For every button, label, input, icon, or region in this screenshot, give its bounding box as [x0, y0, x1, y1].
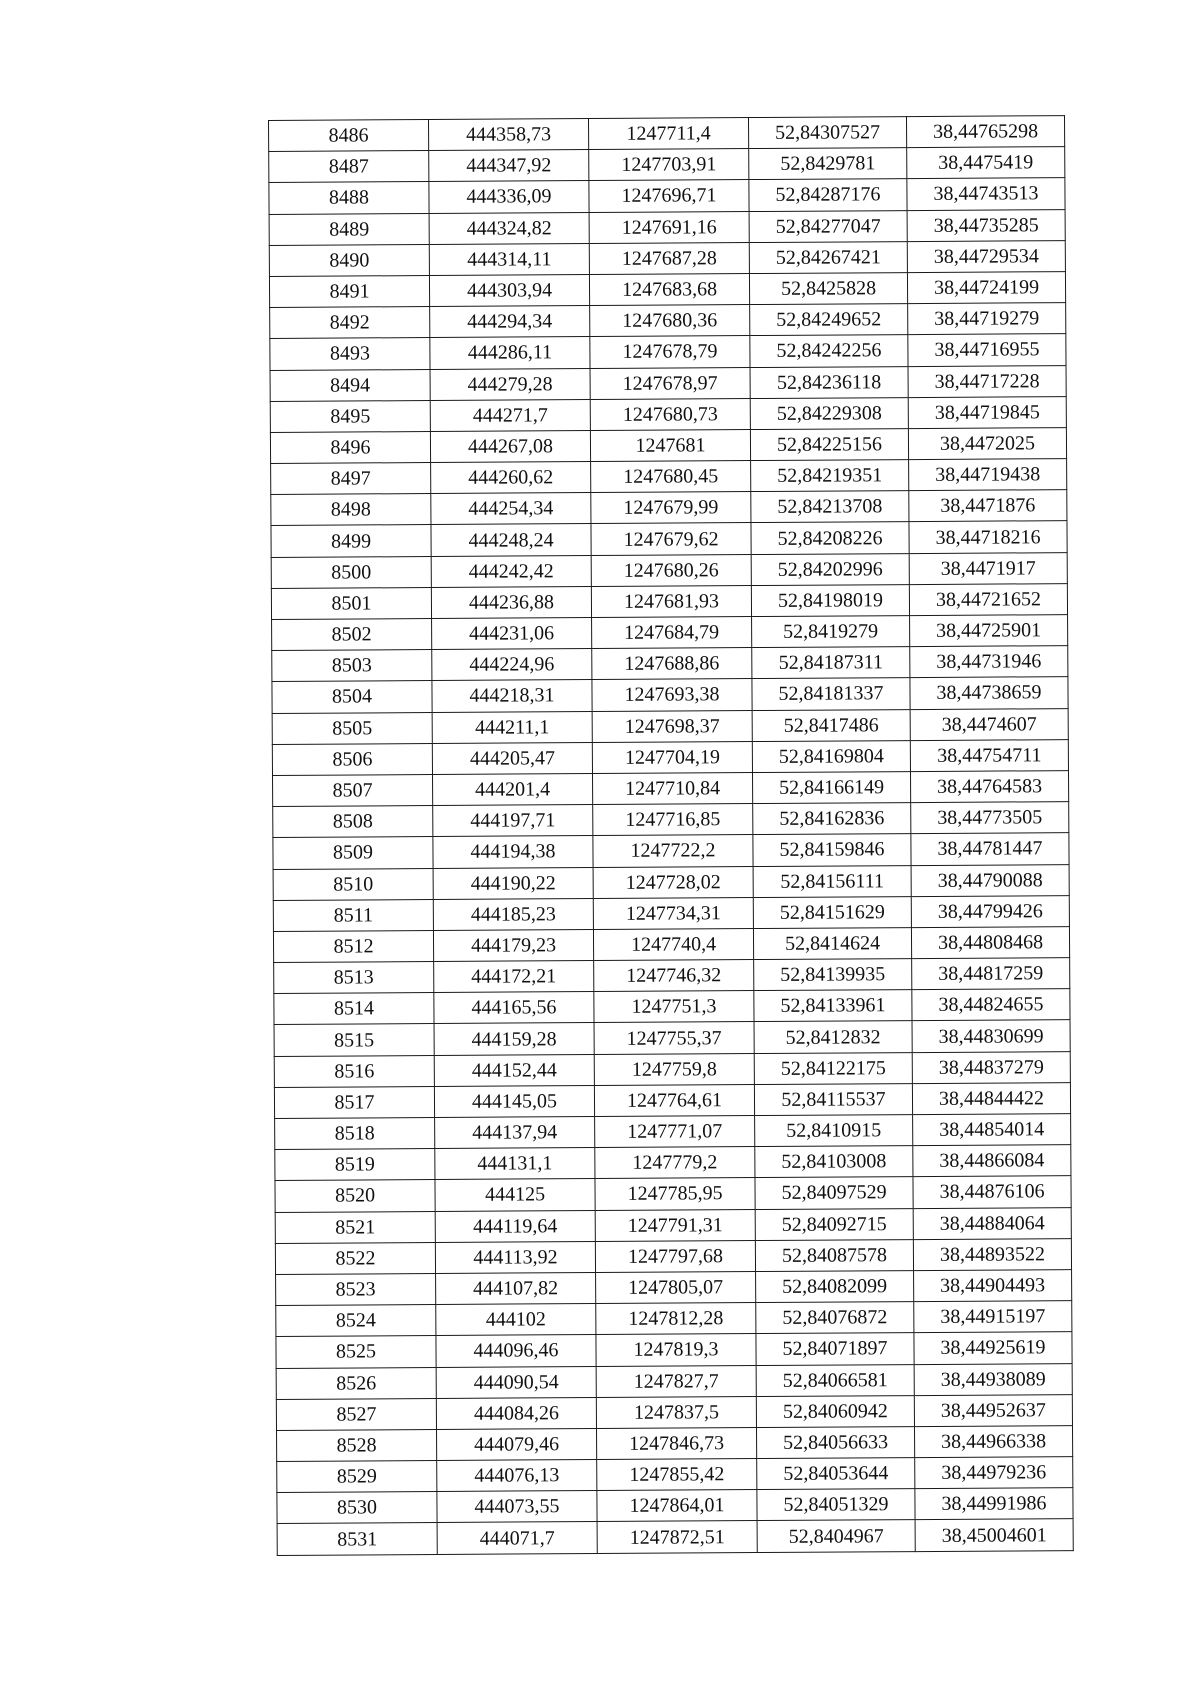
latitude-cell: 52,84219351 [751, 460, 909, 492]
y-coordinate-cell: 1247678,79 [590, 336, 750, 368]
x-coordinate-cell: 444185,23 [433, 898, 593, 930]
table-row [275, 1145, 1071, 1181]
x-coordinate-cell: 444137,94 [435, 1117, 595, 1149]
point-number-cell: 8503 [272, 650, 432, 682]
y-coordinate-cell: 1247722,2 [593, 835, 753, 867]
latitude-cell: 52,84202996 [751, 553, 909, 585]
point-number-cell: 8504 [272, 681, 432, 713]
longitude-cell: 38,44817259 [912, 958, 1070, 990]
point-number-cell: 8487 [269, 151, 429, 183]
latitude-cell: 52,84082099 [756, 1271, 914, 1303]
latitude-cell: 52,84249652 [750, 304, 908, 336]
latitude-cell: 52,8404967 [757, 1520, 915, 1552]
latitude-cell: 52,8410915 [755, 1115, 913, 1147]
point-number-cell: 8518 [275, 1118, 435, 1150]
point-number-cell: 8502 [272, 619, 432, 651]
longitude-cell: 38,44765298 [906, 116, 1064, 148]
table-row [274, 1082, 1070, 1118]
point-number-cell: 8527 [276, 1398, 436, 1430]
x-coordinate-cell: 444172,21 [434, 961, 594, 993]
y-coordinate-cell: 1247846,73 [596, 1427, 756, 1459]
y-coordinate-cell: 1247805,07 [596, 1271, 756, 1303]
y-coordinate-cell: 1247688,86 [592, 648, 752, 680]
table-row [270, 334, 1066, 370]
point-number-cell: 8521 [275, 1211, 435, 1243]
x-coordinate-cell: 444254,34 [431, 493, 591, 525]
longitude-cell: 38,44719438 [909, 459, 1067, 491]
y-coordinate-cell: 1247680,73 [590, 398, 750, 430]
y-coordinate-cell: 1247779,2 [595, 1147, 755, 1179]
latitude-cell: 52,84277047 [749, 210, 907, 242]
y-coordinate-cell: 1247680,26 [591, 554, 751, 586]
point-number-cell: 8525 [276, 1336, 436, 1368]
latitude-cell: 52,84267421 [749, 241, 907, 273]
point-number-cell: 8500 [271, 556, 431, 588]
x-coordinate-cell: 444113,92 [435, 1241, 595, 1273]
x-coordinate-cell: 444096,46 [436, 1335, 596, 1367]
longitude-cell: 38,44884064 [913, 1207, 1071, 1239]
x-coordinate-cell: 444197,71 [433, 805, 593, 837]
x-coordinate-cell: 444224,96 [432, 649, 592, 681]
table-row [269, 240, 1065, 276]
x-coordinate-cell: 444131,1 [435, 1148, 595, 1180]
table-row [273, 802, 1069, 838]
table-row [270, 428, 1066, 464]
table-row [273, 771, 1069, 807]
table-row [272, 615, 1068, 651]
y-coordinate-cell: 1247837,5 [596, 1396, 756, 1428]
table-row [272, 646, 1068, 682]
longitude-cell: 38,44991986 [915, 1488, 1073, 1520]
x-coordinate-cell: 444279,28 [430, 368, 590, 400]
table-row [272, 677, 1068, 713]
y-coordinate-cell: 1247678,97 [590, 367, 750, 399]
point-number-cell: 8528 [277, 1429, 437, 1461]
longitude-cell: 38,44721652 [909, 583, 1067, 615]
latitude-cell: 52,84198019 [751, 584, 909, 616]
longitude-cell: 38,44866084 [913, 1145, 1071, 1177]
point-number-cell: 8488 [269, 182, 429, 214]
x-coordinate-cell: 444286,11 [430, 337, 590, 369]
table-row [275, 1207, 1071, 1243]
latitude-cell: 52,84056633 [756, 1426, 914, 1458]
longitude-cell: 38,44738659 [910, 677, 1068, 709]
longitude-cell: 38,44719845 [908, 396, 1066, 428]
table-row [276, 1394, 1072, 1430]
y-coordinate-cell: 1247728,02 [593, 866, 753, 898]
point-number-cell: 8512 [273, 930, 433, 962]
x-coordinate-cell: 444090,54 [436, 1366, 596, 1398]
y-coordinate-cell: 1247734,31 [593, 897, 753, 929]
table-row [274, 989, 1070, 1025]
y-coordinate-cell: 1247855,42 [597, 1459, 757, 1491]
latitude-cell: 52,84307527 [748, 117, 906, 149]
point-number-cell: 8494 [270, 369, 430, 401]
point-number-cell: 8514 [274, 993, 434, 1025]
latitude-cell: 52,84242256 [750, 335, 908, 367]
x-coordinate-cell: 444347,92 [429, 150, 589, 182]
y-coordinate-cell: 1247680,36 [590, 305, 750, 337]
x-coordinate-cell: 444336,09 [429, 181, 589, 213]
y-coordinate-cell: 1247746,32 [594, 960, 754, 992]
latitude-cell: 52,84229308 [750, 397, 908, 429]
latitude-cell: 52,8417486 [752, 709, 910, 741]
point-number-cell: 8529 [277, 1461, 437, 1493]
point-number-cell: 8511 [273, 899, 433, 931]
longitude-cell: 38,44716955 [908, 334, 1066, 366]
point-number-cell: 8506 [272, 743, 432, 775]
longitude-cell: 38,4474607 [910, 708, 1068, 740]
y-coordinate-cell: 1247872,51 [597, 1521, 757, 1553]
table-row [274, 958, 1070, 994]
point-number-cell: 8497 [271, 463, 431, 495]
latitude-cell: 52,84166149 [752, 772, 910, 804]
table-row [269, 116, 1065, 152]
table-row [272, 739, 1068, 775]
y-coordinate-cell: 1247683,68 [589, 273, 749, 305]
y-coordinate-cell: 1247693,38 [592, 679, 752, 711]
longitude-cell: 38,44979236 [915, 1457, 1073, 1489]
longitude-cell: 38,44854014 [913, 1114, 1071, 1146]
longitude-cell: 38,44724199 [907, 272, 1065, 304]
point-number-cell: 8522 [275, 1242, 435, 1274]
point-number-cell: 8501 [271, 587, 431, 619]
latitude-cell: 52,84225156 [750, 428, 908, 460]
table-row [277, 1457, 1073, 1493]
longitude-cell: 38,44938089 [914, 1363, 1072, 1395]
latitude-cell: 52,84092715 [755, 1208, 913, 1240]
latitude-cell: 52,84097529 [755, 1177, 913, 1209]
y-coordinate-cell: 1247704,19 [592, 741, 752, 773]
longitude-cell: 38,44824655 [912, 989, 1070, 1021]
longitude-cell: 38,4475419 [907, 147, 1065, 179]
latitude-cell: 52,84115537 [754, 1083, 912, 1115]
latitude-cell: 52,84133961 [754, 990, 912, 1022]
table-row [273, 833, 1069, 869]
x-coordinate-cell: 444324,82 [429, 212, 589, 244]
longitude-cell: 38,44725901 [910, 615, 1068, 647]
y-coordinate-cell: 1247785,95 [595, 1178, 755, 1210]
point-number-cell: 8520 [275, 1180, 435, 1212]
point-number-cell: 8486 [269, 120, 429, 152]
x-coordinate-cell: 444073,55 [437, 1491, 597, 1523]
table-row [275, 1176, 1071, 1212]
latitude-cell: 52,8419279 [752, 616, 910, 648]
table-row [274, 1020, 1070, 1056]
x-coordinate-cell: 444211,1 [432, 711, 592, 743]
y-coordinate-cell: 1247681,93 [591, 585, 751, 617]
table-row [269, 147, 1065, 183]
point-number-cell: 8498 [271, 494, 431, 526]
table-row [270, 303, 1066, 339]
x-coordinate-cell: 444076,13 [437, 1460, 597, 1492]
longitude-cell: 38,44799426 [911, 895, 1069, 927]
y-coordinate-cell: 1247819,3 [596, 1334, 756, 1366]
longitude-cell: 38,44764583 [910, 771, 1068, 803]
longitude-cell: 38,44837279 [912, 1051, 1070, 1083]
latitude-cell: 52,84236118 [750, 366, 908, 398]
coordinates-table [268, 115, 1074, 1555]
latitude-cell: 52,84151629 [753, 896, 911, 928]
point-number-cell: 8493 [270, 338, 430, 370]
latitude-cell: 52,8425828 [749, 273, 907, 305]
point-number-cell: 8491 [269, 275, 429, 307]
table-row [276, 1332, 1072, 1368]
x-coordinate-cell: 444314,11 [429, 243, 589, 275]
x-coordinate-cell: 444242,42 [431, 555, 591, 587]
point-number-cell: 8509 [273, 837, 433, 869]
point-number-cell: 8495 [270, 400, 430, 432]
table-row [276, 1363, 1072, 1399]
y-coordinate-cell: 1247684,79 [592, 617, 752, 649]
y-coordinate-cell: 1247740,4 [593, 928, 753, 960]
table-row [271, 583, 1067, 619]
latitude-cell: 52,84066581 [756, 1364, 914, 1396]
y-coordinate-cell: 1247764,61 [594, 1084, 754, 1116]
x-coordinate-cell: 444179,23 [433, 929, 593, 961]
latitude-cell: 52,84208226 [751, 522, 909, 554]
longitude-cell: 38,44844422 [912, 1082, 1070, 1114]
x-coordinate-cell: 444231,06 [432, 618, 592, 650]
latitude-cell: 52,84051329 [757, 1489, 915, 1521]
y-coordinate-cell: 1247771,07 [595, 1116, 755, 1148]
longitude-cell: 38,44830699 [912, 1020, 1070, 1052]
x-coordinate-cell: 444201,4 [433, 773, 593, 805]
coordinates-table-body [269, 116, 1074, 1555]
y-coordinate-cell: 1247812,28 [596, 1303, 756, 1335]
longitude-cell: 38,44718216 [909, 521, 1067, 553]
latitude-cell: 52,84213708 [751, 491, 909, 523]
point-number-cell: 8510 [273, 868, 433, 900]
x-coordinate-cell: 444084,26 [436, 1397, 596, 1429]
x-coordinate-cell: 444107,82 [436, 1272, 596, 1304]
latitude-cell: 52,84103008 [755, 1146, 913, 1178]
point-number-cell: 8531 [277, 1523, 437, 1555]
point-number-cell: 8523 [276, 1273, 436, 1305]
y-coordinate-cell: 1247755,37 [594, 1022, 754, 1054]
longitude-cell: 38,44735285 [907, 209, 1065, 241]
y-coordinate-cell: 1247680,45 [591, 461, 751, 493]
longitude-cell: 38,44754711 [910, 739, 1068, 771]
x-coordinate-cell: 444294,34 [430, 306, 590, 338]
x-coordinate-cell: 444159,28 [434, 1023, 594, 1055]
table-row [269, 178, 1065, 214]
latitude-cell: 52,84087578 [755, 1239, 913, 1271]
table-row [276, 1270, 1072, 1306]
y-coordinate-cell: 1247679,99 [591, 492, 751, 524]
table-row [272, 708, 1068, 744]
point-number-cell: 8515 [274, 1024, 434, 1056]
y-coordinate-cell: 1247797,68 [595, 1240, 755, 1272]
y-coordinate-cell: 1247687,28 [589, 242, 749, 274]
table-row [277, 1488, 1073, 1524]
y-coordinate-cell: 1247696,71 [589, 180, 749, 212]
point-number-cell: 8517 [274, 1086, 434, 1118]
longitude-cell: 38,44719279 [908, 303, 1066, 335]
longitude-cell: 38,4471876 [909, 490, 1067, 522]
point-number-cell: 8519 [275, 1149, 435, 1181]
latitude-cell: 52,84181337 [752, 678, 910, 710]
x-coordinate-cell: 444119,64 [435, 1210, 595, 1242]
longitude-cell: 38,44781447 [911, 833, 1069, 865]
longitude-cell: 38,44915197 [914, 1301, 1072, 1333]
table-row [276, 1301, 1072, 1337]
table-row [275, 1114, 1071, 1150]
longitude-cell: 38,4471917 [909, 552, 1067, 584]
y-coordinate-cell: 1247716,85 [593, 804, 753, 836]
point-number-cell: 8505 [272, 712, 432, 744]
longitude-cell: 38,44729534 [907, 240, 1065, 272]
latitude-cell: 52,84060942 [756, 1395, 914, 1427]
y-coordinate-cell: 1247698,37 [592, 710, 752, 742]
point-number-cell: 8507 [273, 774, 433, 806]
table-row [271, 552, 1067, 588]
point-number-cell: 8513 [274, 962, 434, 994]
longitude-cell: 38,44808468 [911, 926, 1069, 958]
x-coordinate-cell: 444260,62 [431, 462, 591, 494]
latitude-cell: 52,84139935 [754, 959, 912, 991]
x-coordinate-cell: 444218,31 [432, 680, 592, 712]
point-number-cell: 8492 [270, 307, 430, 339]
table-row [274, 1051, 1070, 1087]
x-coordinate-cell: 444145,05 [434, 1085, 594, 1117]
table-row [277, 1425, 1073, 1461]
latitude-cell: 52,84076872 [756, 1302, 914, 1334]
latitude-cell: 52,84169804 [752, 740, 910, 772]
y-coordinate-cell: 1247691,16 [589, 211, 749, 243]
latitude-cell: 52,84122175 [754, 1052, 912, 1084]
table-row [275, 1238, 1071, 1274]
longitude-cell: 38,44731946 [910, 646, 1068, 678]
longitude-cell: 38,44717228 [908, 365, 1066, 397]
y-coordinate-cell: 1247759,8 [594, 1053, 754, 1085]
table-row [269, 209, 1065, 245]
longitude-cell: 38,44876106 [913, 1176, 1071, 1208]
table-row [271, 521, 1067, 557]
point-number-cell: 8490 [269, 244, 429, 276]
x-coordinate-cell: 444236,88 [431, 586, 591, 618]
latitude-cell: 52,8429781 [749, 148, 907, 180]
x-coordinate-cell: 444194,38 [433, 836, 593, 868]
y-coordinate-cell: 1247751,3 [594, 991, 754, 1023]
longitude-cell: 38,4472025 [908, 428, 1066, 460]
x-coordinate-cell: 444248,24 [431, 524, 591, 556]
table-row [273, 864, 1069, 900]
x-coordinate-cell: 444071,7 [437, 1522, 597, 1554]
latitude-cell: 52,84156111 [753, 865, 911, 897]
longitude-cell: 38,44904493 [914, 1270, 1072, 1302]
point-number-cell: 8530 [277, 1492, 437, 1524]
y-coordinate-cell: 1247679,62 [591, 523, 751, 555]
point-number-cell: 8508 [273, 806, 433, 838]
y-coordinate-cell: 1247864,01 [597, 1490, 757, 1522]
point-number-cell: 8526 [276, 1367, 436, 1399]
latitude-cell: 52,84071897 [756, 1333, 914, 1365]
x-coordinate-cell: 444079,46 [437, 1428, 597, 1460]
x-coordinate-cell: 444271,7 [430, 399, 590, 431]
latitude-cell: 52,84162836 [753, 803, 911, 835]
point-number-cell: 8524 [276, 1305, 436, 1337]
x-coordinate-cell: 444125 [435, 1179, 595, 1211]
x-coordinate-cell: 444102 [436, 1304, 596, 1336]
longitude-cell: 38,44952637 [914, 1394, 1072, 1426]
latitude-cell: 52,84159846 [753, 834, 911, 866]
table-row [271, 459, 1067, 495]
x-coordinate-cell: 444152,44 [434, 1054, 594, 1086]
longitude-cell: 38,44893522 [913, 1238, 1071, 1270]
table-row [269, 272, 1065, 308]
latitude-cell: 52,84187311 [752, 647, 910, 679]
longitude-cell: 38,45004601 [915, 1519, 1073, 1551]
y-coordinate-cell: 1247703,91 [589, 149, 749, 181]
point-number-cell: 8496 [270, 431, 430, 463]
latitude-cell: 52,84053644 [757, 1458, 915, 1490]
longitude-cell: 38,44925619 [914, 1332, 1072, 1364]
y-coordinate-cell: 1247710,84 [592, 772, 752, 804]
latitude-cell: 52,84287176 [749, 179, 907, 211]
table-row [277, 1519, 1073, 1555]
y-coordinate-cell: 1247711,4 [588, 118, 748, 150]
table-row [273, 926, 1069, 962]
y-coordinate-cell: 1247827,7 [596, 1365, 756, 1397]
point-number-cell: 8516 [274, 1055, 434, 1087]
table-row [270, 365, 1066, 401]
y-coordinate-cell: 1247681 [590, 429, 750, 461]
x-coordinate-cell: 444358,73 [429, 119, 589, 151]
longitude-cell: 38,44773505 [911, 802, 1069, 834]
longitude-cell: 38,44966338 [914, 1425, 1072, 1457]
latitude-cell: 52,8414624 [753, 927, 911, 959]
x-coordinate-cell: 444303,94 [429, 274, 589, 306]
longitude-cell: 38,44743513 [907, 178, 1065, 210]
x-coordinate-cell: 444205,47 [432, 742, 592, 774]
longitude-cell: 38,44790088 [911, 864, 1069, 896]
table-row [270, 396, 1066, 432]
table-row [271, 490, 1067, 526]
y-coordinate-cell: 1247791,31 [595, 1209, 755, 1241]
point-number-cell: 8499 [271, 525, 431, 557]
point-number-cell: 8489 [269, 213, 429, 245]
x-coordinate-cell: 444165,56 [434, 992, 594, 1024]
latitude-cell: 52,8412832 [754, 1021, 912, 1053]
x-coordinate-cell: 444190,22 [433, 867, 593, 899]
table-row [273, 895, 1069, 931]
x-coordinate-cell: 444267,08 [430, 430, 590, 462]
